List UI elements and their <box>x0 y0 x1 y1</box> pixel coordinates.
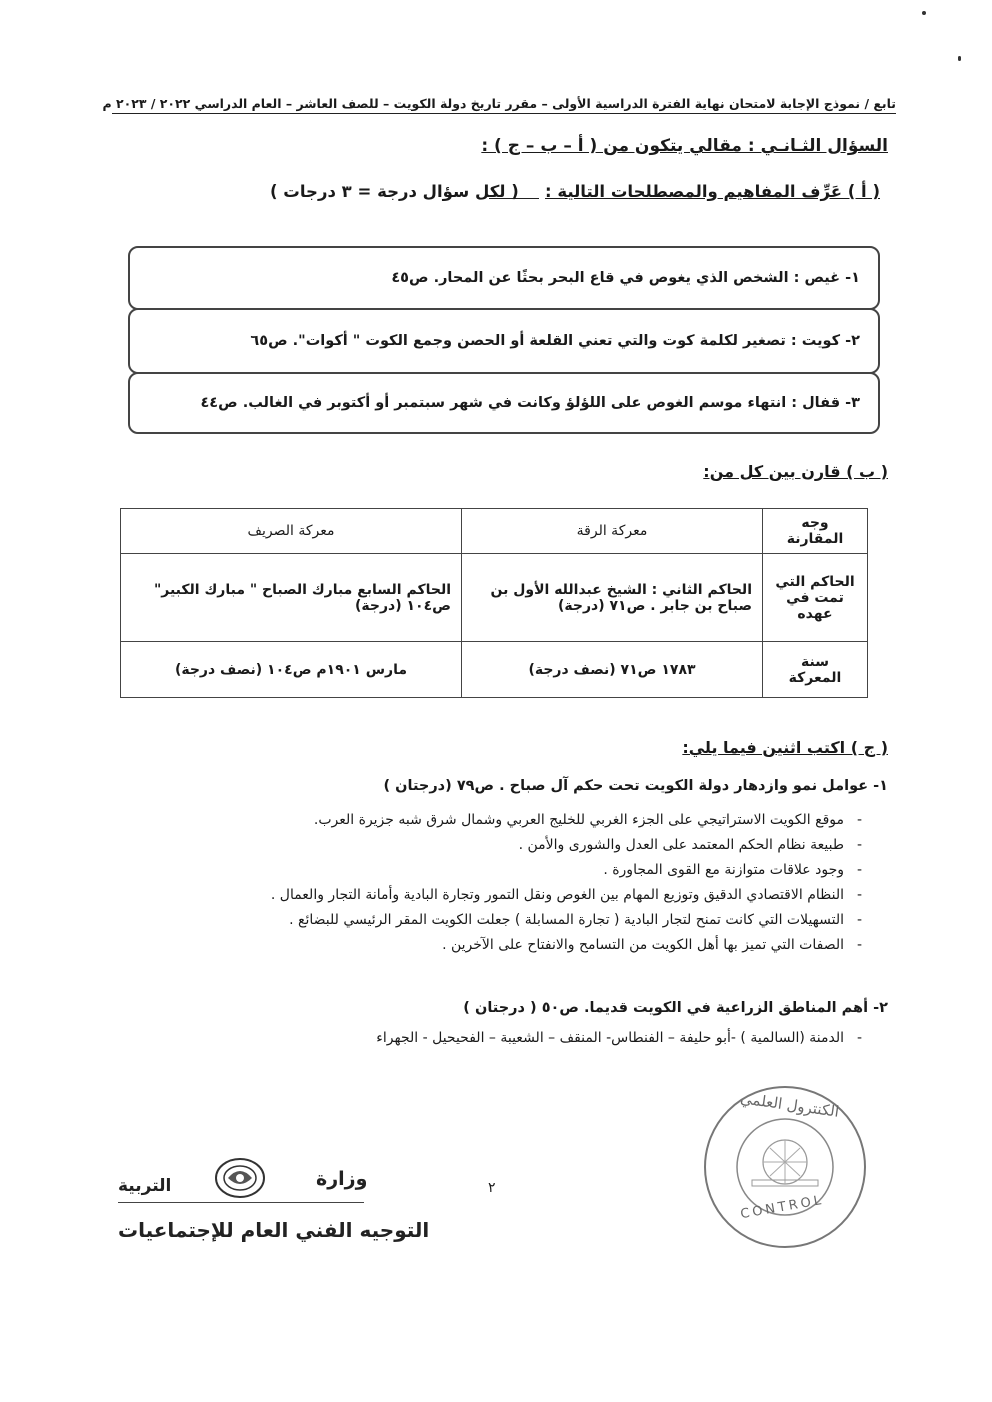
table-header-cell: معركة الرقة <box>462 509 763 554</box>
row-label: الحاكم التي تمت في عهده <box>763 554 868 642</box>
definition-text: ١- غيص : الشخص الذي يغوص في قاع البحر بحثًا عن المحار. ص٤٥ <box>391 270 860 286</box>
list-item: - وجود علاقات متوازنة مع القوى المجاورة . <box>142 858 862 883</box>
definition-text: ٣- قفال : انتهاء موسم الغوص على اللؤلؤ وكانت في شهر سبتمبر أو أكتوبر في الغالب. ص٤٤ <box>200 395 860 411</box>
table-cell: مارس ١٩٠١م ص١٠٤ (نصف درجة) <box>121 642 462 698</box>
list-item: - التسهيلات التي كانت تمنح لتجار البادية ( تجارة المسابلة ) جعلت الكويت المقر الرئيسي للبضائع . <box>142 908 862 933</box>
page-number: ٢ <box>488 1180 496 1196</box>
part-c-heading <box>682 738 888 757</box>
table-cell: الحاكم الثاني : الشيخ عبدالله الأول بن صباح بن جابر . ص٧١ (درجة) <box>462 554 763 642</box>
table-cell: ١٧٨٣ ص٧١ (نصف درجة) <box>462 642 763 698</box>
list-item: - النظام الاقتصادي الدقيق وتوزيع المهام بين الغوص ونقل التمور وتجارة البادية وأمانة التجار والعمال . <box>142 883 862 908</box>
control-stamp <box>700 1082 870 1252</box>
emblem-icon <box>214 1156 266 1200</box>
item-1-title: ١- عوامل نمو وازدهار دولة الكويت تحت حكم آل صباح . ص٧٩ (درجتان ) <box>383 778 888 794</box>
scan-dot <box>958 56 961 61</box>
table-cell: الحاكم السابع مبارك الصباح " مبارك الكبير" ص١٠٤ (درجة) <box>121 554 462 642</box>
list-item: - الدمنة (السالمية ) -أبو حليفة – الفنطاس- المنقف – الشعيبة – الفحيحيل - الجهراء <box>142 1026 862 1051</box>
part-a-points: ( لكل سؤال درجة = ٣ درجات ) <box>270 182 519 201</box>
list-item: - طبيعة نظام الحكم المعتمد على العدل والشورى والأمن . <box>142 833 862 858</box>
part-c-label: ( ج ) اكتب اثنين فيما يلي: <box>682 738 888 757</box>
department-name: التوجيه الفني العام للإجتماعيات <box>118 1218 430 1242</box>
definition-box-2 <box>128 308 880 374</box>
question-title <box>481 136 888 156</box>
item-2-list <box>142 1026 862 1051</box>
table-header-cell: وجه المقارنة <box>763 509 868 554</box>
exam-header: تابع / نموذج الإجابة لامتحان نهاية الفترة الدراسية الأولى – مقرر تاريخ دولة الكويت – للصف العاشر – العام الدراسي ٢٠٢٢ / ٢٠٢٣ م <box>112 96 896 114</box>
table-row <box>121 642 868 698</box>
ministry-word-2: التربية <box>118 1176 172 1196</box>
question-title-text: السؤال الثـانـي : مقالي يتكون من ( أ – ب – ج ) : <box>481 136 888 156</box>
table-header-row <box>121 509 868 554</box>
scan-dot <box>922 11 926 15</box>
logo-divider <box>118 1202 364 1203</box>
part-b-label: ( ب ) قارن بين كل من: <box>703 462 888 481</box>
item-2-title: ٢- أهم المناطق الزراعية في الكويت قديما. ص٥٠ ( درجتان ) <box>463 1000 888 1016</box>
stamp-bottom-text: CONTROL <box>739 1192 826 1223</box>
table-row <box>121 554 868 642</box>
stamp-top-text: الكنترول العلمي <box>739 1089 841 1121</box>
table-header-cell: معركة الصريف <box>121 509 462 554</box>
part-b-heading <box>703 462 888 481</box>
definition-box-1 <box>128 246 880 310</box>
list-item: - الصفات التي تميز بها أهل الكويت من التسامح والانفتاح على الآخرين . <box>142 933 862 958</box>
row-label: سنة المعركة <box>763 642 868 698</box>
list-item: - موقع الكويت الاستراتيجي على الجزء الغربي للخليج العربي وشمال شرق شبه جزيرة العرب. <box>142 808 862 833</box>
item-1-list <box>142 808 862 958</box>
definition-text: ٢- كويت : تصغير لكلمة كوت والتي تعني القلعة أو الحصن وجمع الكوت " أكوات". ص٦٥ <box>250 333 860 349</box>
part-a-label: ( أ ) عَرِّف المفاهيم والمصطلحات التالية : <box>545 182 880 201</box>
ministry-word-1: وزارة <box>316 1168 368 1190</box>
comparison-table <box>120 508 868 698</box>
definition-box-3 <box>128 372 880 434</box>
part-a-heading <box>270 182 880 201</box>
ministry-emblem <box>214 1156 266 1200</box>
